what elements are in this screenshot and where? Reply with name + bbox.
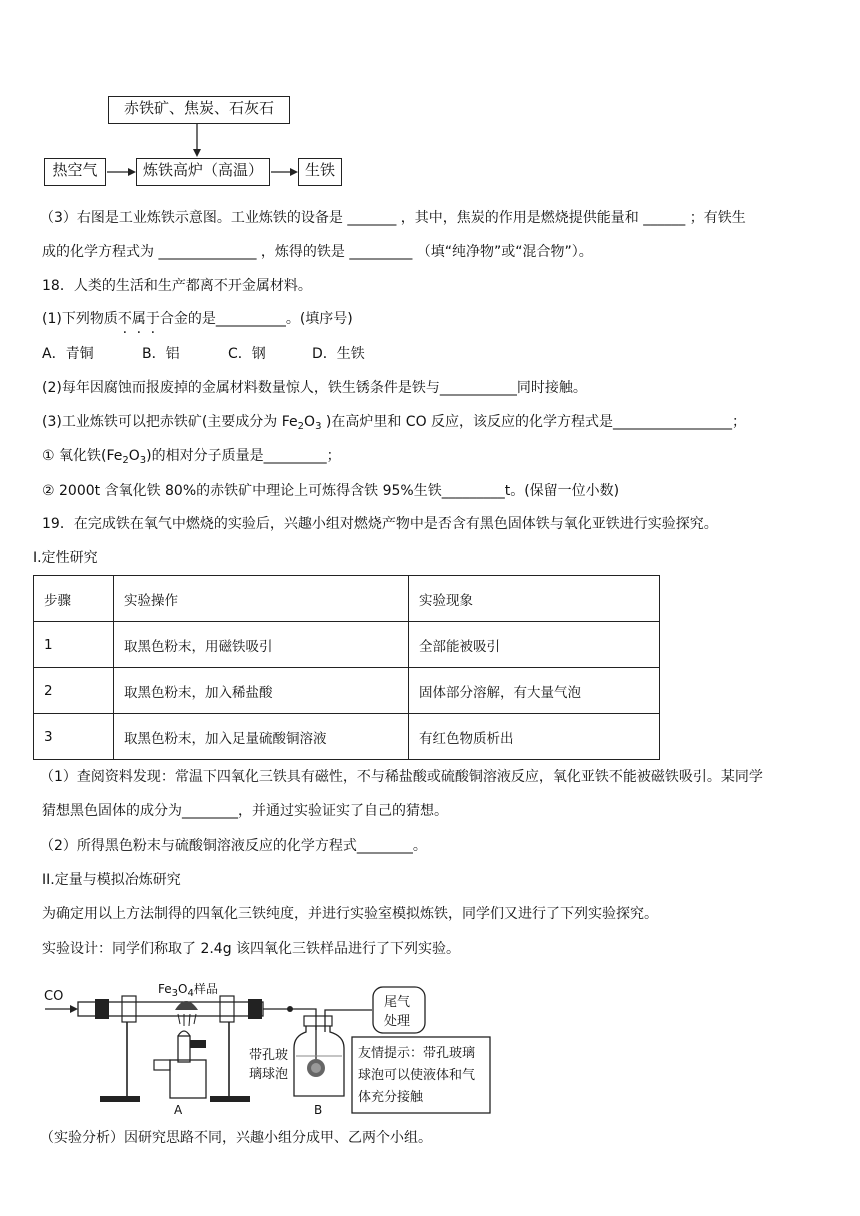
apparatus-diagram [0,970,520,1120]
option-c: C．钢 [228,346,266,362]
q17-3-line2: 成的化学方程式为 ______________ ，炼得的铁是 _________ （填“纯净物”或“混合物”）。 [42,244,593,260]
q19-note1-line1: （1）查阅资料发现：常温下四氧化三铁具有磁性，不与稀盐酸或硫酸铜溶液反应，氧化亚铁不能被磁铁吸引。某同学 [40,769,763,785]
q18-part1 [42,309,353,329]
q19-paragraph-b: 实验设计：同学们称取了 2.4g 该四氧化三铁样品进行了下列实验。 [42,941,461,957]
tail-gas-label-1: 尾气 [384,995,411,1010]
sample-label-a: Fe [158,982,172,996]
bulb-label-1: 带孔玻 [249,1048,289,1063]
q18-part3-sub1: 2 [297,421,305,432]
apparatus-label-b: B [314,1103,323,1117]
q18-part1-text-a: (1)下列物质 [42,311,118,327]
table-cell: 3 [34,714,114,760]
section-qualitative: I.定性研究 [33,550,98,566]
table-cell: 1 [34,622,114,668]
q18-part1-emph-3: 于 [145,311,160,327]
q18-part4-text-b: O [128,448,140,464]
q18-part3-text-b: O [304,414,316,430]
co-inlet-label: CO [44,989,64,1004]
table-row [34,714,660,760]
hint-line-3: 体充分接触 [358,1090,424,1105]
flow-furnace-box: 炼铁高炉（高温） [136,158,270,186]
q18-part1-emph-2: 属 [131,311,146,327]
bulb-label-2: 璃球泡 [249,1067,289,1082]
q18-part1-text-b: 合金的是__________。(填序号) [159,311,353,327]
q19-title: 19．在完成铁在氧气中燃烧的实验后，兴趣小组对燃烧产物中是否含有黑色固体铁与氧化亚铁进行实验探究。 [42,516,718,532]
q18-part3-sub2: 3 [315,421,322,432]
q18-part4-sub1: 2 [122,455,129,466]
q18-options [42,344,365,364]
table-header-cell: 实验操作 [114,576,409,622]
hint-line-1: 友情提示：带孔玻璃 [358,1046,476,1061]
table-cell: 取黑色粉末，用磁铁吸引 [114,622,409,668]
q18-part5: ② 2000t 含氧化铁 80%的赤铁矿中理论上可炼得含铁 95%生铁_________t。(保留一位小数) [42,483,620,499]
q18-part4-text-c: )的相对分子质量是_________； [146,448,341,464]
table-row [34,668,660,714]
section-quantitative: II.定量与模拟冶炼研究 [42,872,181,888]
sample-label-sub: 3 [171,988,179,999]
table-row [34,622,660,668]
q18-part3 [42,412,746,437]
option-d: D．生铁 [312,346,365,362]
q18-part3-text-a: (3)工业炼铁可以把赤铁矿(主要成分为 Fe [42,414,298,430]
q18-part3-text-c: )在高炉里和 CO 反应，该反应的化学方程式是_________________； [321,414,747,430]
option-b: B．铝 [142,346,180,362]
q18-title: 18．人类的生活和生产都离不开金属材料。 [42,278,312,294]
table-cell: 2 [34,668,114,714]
q19-analysis: （实验分析）因研究思路不同，兴趣小组分成甲、乙两个小组。 [40,1130,432,1146]
flow-hot-air-box: 热空气 [44,158,106,186]
q18-part2: (2)每年因腐蚀而报废掉的金属材料数量惊人，铁生锈条件是铁与___________同时接触。 [42,380,587,396]
table-cell: 取黑色粉末，加入稀盐酸 [114,668,409,714]
apparatus-label-a: A [174,1103,183,1117]
sample-label-b: O [178,982,188,996]
q17-3-line1: （3）右图是工业炼铁示意图。工业炼铁的设备是 _______ ，其中，焦炭的作用是燃烧提供能量和 ______ ；有铁生 [40,210,746,226]
table-header-cell: 步骤 [34,576,114,622]
flow-pig-iron-box: 生铁 [298,158,342,186]
tail-gas-label-2: 处理 [384,1014,411,1029]
q19-paragraph-a: 为确定用以上方法制得的四氧化三铁纯度，并进行实验室模拟炼铁，同学们又进行了下列实验探究。 [42,906,658,922]
q19-note2: （2）所得黑色粉末与硫酸铜溶液反应的化学方程式________。 [40,838,427,854]
table-header-cell: 实验现象 [409,576,660,622]
flow-raw-materials-box: 赤铁矿、焦炭、石灰石 [108,96,290,124]
q18-part4 [42,446,341,471]
table-cell: 全部能被吸引 [409,622,660,668]
sample-label-sub2: 4 [187,988,194,999]
flow-arrows [0,0,360,200]
table-cell: 有红色物质析出 [409,714,660,760]
option-a: A．青铜 [42,346,94,362]
table-cell: 固体部分溶解，有大量气泡 [409,668,660,714]
q18-part4-text-a: ① 氧化铁(Fe [42,448,123,464]
hint-line-2: 球泡可以使液体和气 [358,1068,476,1083]
experiment-table [33,575,660,760]
q19-note1-line2: 猜想黑色固体的成分为________，并通过实验证实了自己的猜想。 [42,803,448,819]
table-cell: 取黑色粉末，加入足量硫酸铜溶液 [114,714,409,760]
q18-part4-sub2: 3 [139,455,147,466]
sample-label-c: 样品 [193,982,218,996]
table-header-row [34,576,660,622]
sample-label [158,980,218,999]
q18-part1-emph-1: 不 [117,311,132,327]
